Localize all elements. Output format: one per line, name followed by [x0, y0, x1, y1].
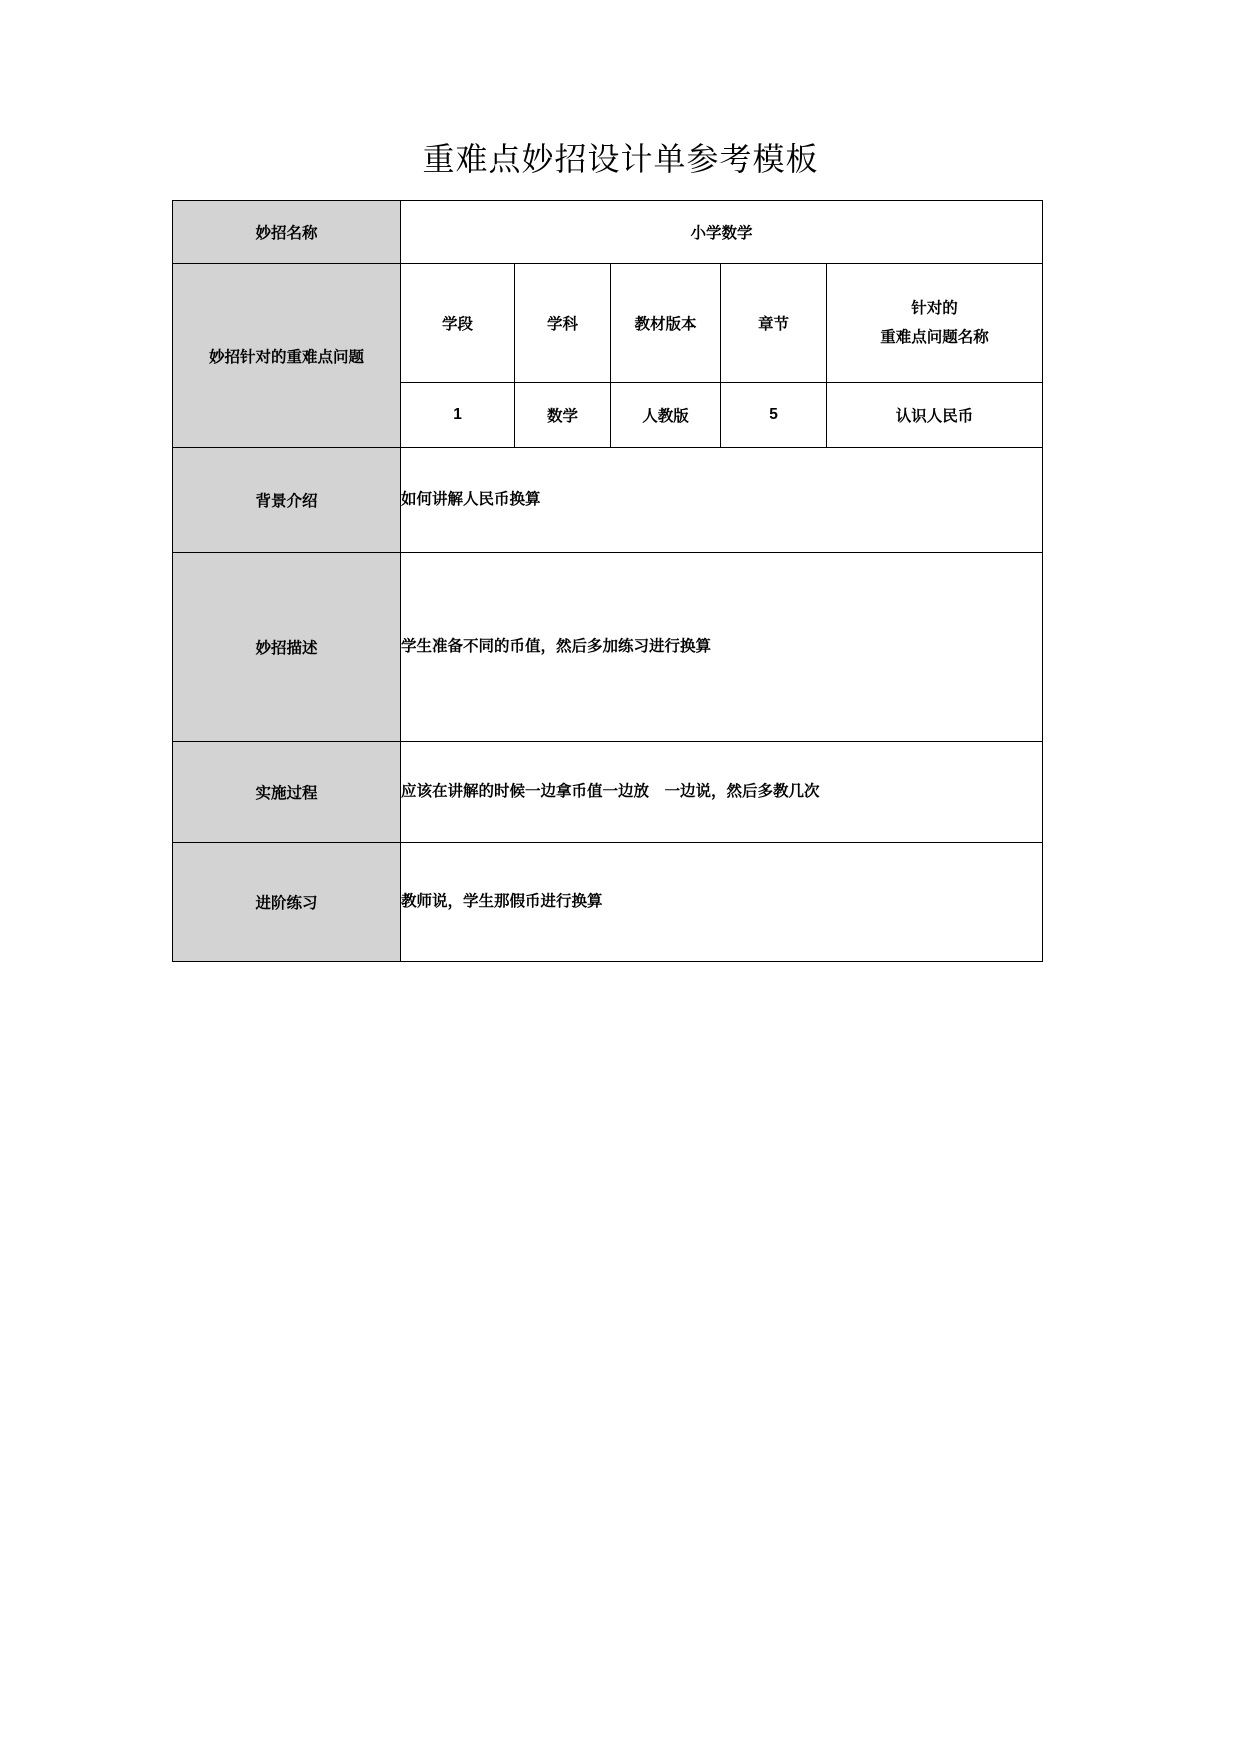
cell-chapter-value[interactable]: 5 — [721, 383, 827, 448]
header-subject: 学科 — [515, 264, 611, 383]
table-row — [173, 843, 1043, 962]
header-chapter: 章节 — [721, 264, 827, 383]
header-textbook: 教材版本 — [611, 264, 721, 383]
table-row — [173, 264, 1043, 383]
table-row — [173, 201, 1043, 264]
cell-name-value[interactable]: 小学数学 — [401, 201, 1043, 264]
cell-textbook-value[interactable]: 人教版 — [611, 383, 721, 448]
row-label-problem: 妙招针对的重难点问题 — [173, 264, 401, 448]
table-row — [173, 742, 1043, 843]
page-title: 重难点妙招设计单参考模板 — [422, 141, 819, 177]
cell-target-value[interactable]: 认识人民币 — [827, 383, 1043, 448]
header-target-problem — [827, 264, 1043, 383]
table-row — [173, 448, 1043, 553]
cell-description-value[interactable]: 学生准备不同的币值，然后多加练习进行换算 — [401, 553, 1043, 742]
design-sheet-table — [172, 200, 1043, 962]
row-label-implementation: 实施过程 — [173, 742, 401, 843]
header-target-line2: 重难点问题名称 — [880, 329, 989, 346]
cell-background-value[interactable]: 如何讲解人民币换算 — [401, 448, 1043, 553]
header-stage: 学段 — [401, 264, 515, 383]
row-label-description: 妙招描述 — [173, 553, 401, 742]
table-row — [173, 553, 1043, 742]
cell-practice-value[interactable]: 教师说，学生那假币进行换算 — [401, 843, 1043, 962]
cell-implementation-value[interactable]: 应该在讲解的时候一边拿币值一边放 一边说，然后多教几次 — [401, 742, 1043, 843]
row-label-name: 妙招名称 — [173, 201, 401, 264]
row-label-practice: 进阶练习 — [173, 843, 401, 962]
cell-subject-value[interactable]: 数学 — [515, 383, 611, 448]
row-label-background: 背景介绍 — [173, 448, 401, 553]
header-target-line1: 针对的 — [911, 299, 958, 317]
cell-stage-value[interactable]: 1 — [401, 383, 515, 448]
